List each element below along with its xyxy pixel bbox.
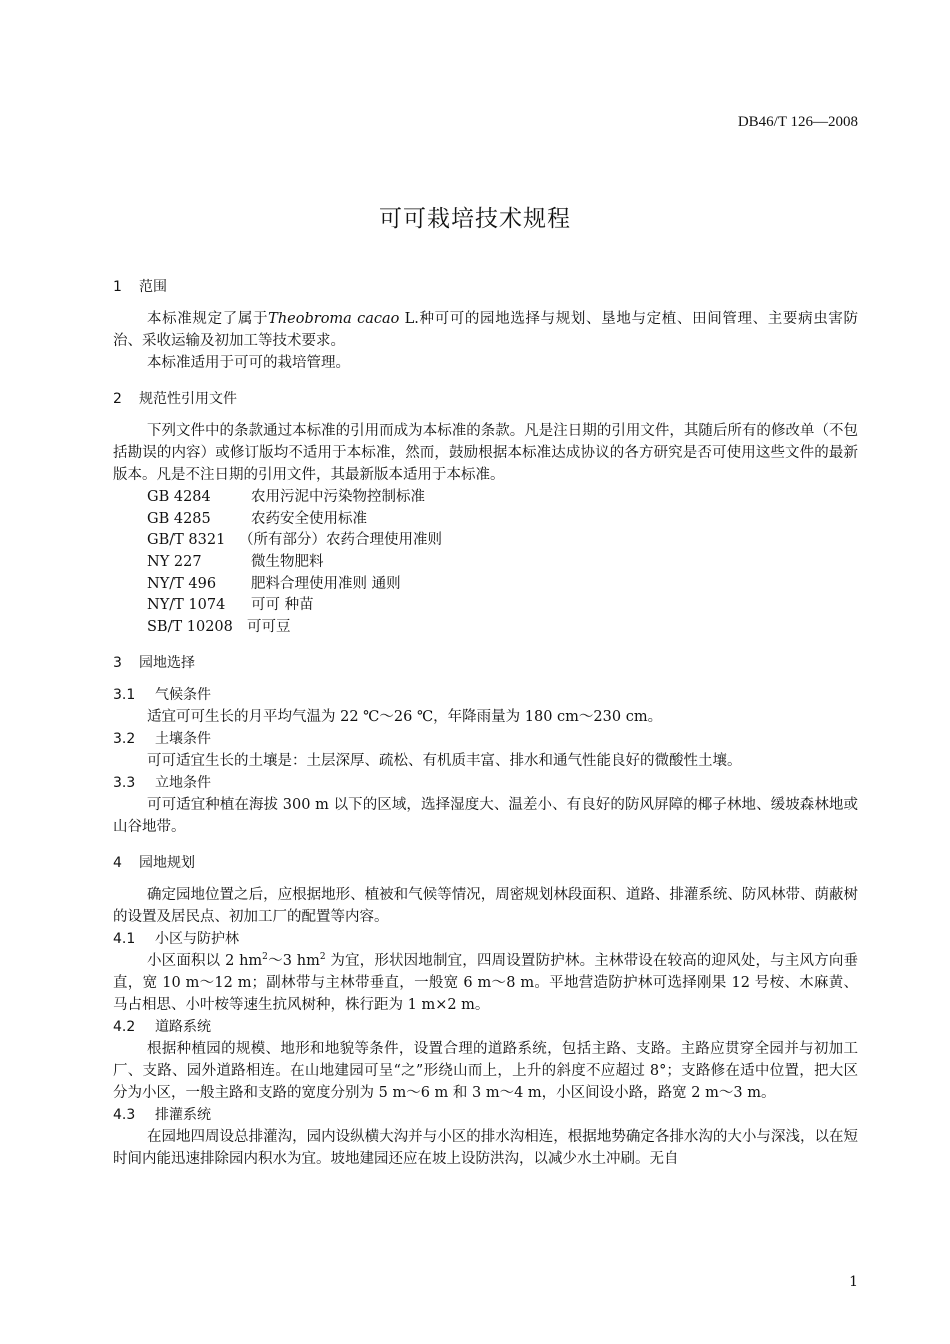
reference-code: NY 227 [147, 554, 202, 571]
paragraph: 本标准适用于可可的栽培管理。 [147, 355, 350, 371]
subsection-title: 立地条件 [155, 774, 211, 791]
paragraph: 可可适宜生长的土壤是：土层深厚、疏松、有机质丰富、排水和通气性能良好的微酸性土壤。 [147, 752, 742, 769]
section-title: 园地规划 [139, 854, 195, 871]
paragraph: 在园地四周设总排灌沟，园内设纵横大沟并与小区的排水沟相连，根据地势确定各排水沟的大小与深浅，以在短时间内能迅速排除园内积水为宜。坡地建园还应在坡上设防洪沟，以减少水土冲刷。无自 [113, 1128, 858, 1167]
subsection-title: 气候条件 [155, 686, 211, 703]
subsection-title: 土壤条件 [155, 730, 211, 747]
reference-code: NY/T 496 [147, 575, 217, 592]
reference-code: SB/T 10208 [147, 619, 233, 636]
section-number: 3 [113, 654, 122, 671]
subsection-number: 4.1 [113, 930, 136, 947]
reference-code: GB/T 8321 [147, 532, 226, 549]
subsection-heading [113, 772, 858, 794]
subsection-number: 3.3 [113, 774, 136, 791]
text-run: 小区面积以 2 hm [147, 952, 263, 969]
paragraph: 下列文件中的条款通过本标准的引用而成为本标准的条款。凡是注日期的引用文件，其随后所有的修改单（不包括勘误的内容）或修订版均不适用于本标准，然而，鼓励根据本标准达成协议的各方研究是否可使用这些文件的最新版本。凡是不注日期的引用文件，其最新版本适用于本标准。 [113, 423, 858, 483]
reference-code: GB 4285 [147, 510, 211, 527]
section-heading [113, 652, 858, 674]
subsection-number: 4.2 [113, 1018, 136, 1035]
reference-item [113, 508, 858, 530]
reference-item [113, 616, 858, 638]
section-title: 范围 [139, 279, 167, 295]
subsection-title: 道路系统 [155, 1018, 211, 1035]
section-heading [113, 852, 858, 874]
page-number: 1 [849, 1274, 858, 1290]
section-title: 园地选择 [139, 654, 195, 671]
reference-item [113, 594, 858, 616]
section-title: 规范性引用文件 [139, 391, 237, 407]
reference-item [113, 486, 858, 508]
subsection-number: 3.2 [113, 730, 136, 747]
section-number: 1 [113, 279, 122, 295]
text-run: L.种可可的园地选择与规划、垦地与定植、田间管理、主要病虫害防治、采收运输及初加工等技术要求。 [113, 311, 859, 349]
reference-title: 可可豆 [247, 619, 291, 636]
reference-item [113, 573, 858, 595]
subsection-heading [113, 728, 858, 750]
subsection-heading [113, 1104, 858, 1126]
text-run: 为宜，形状因地制宜，四周设置防护林。主林带设在较高的迎风处，与主风方向垂直，宽 10 m～12 m；副林带与主林带垂直，一般宽 6 m～8 m。平地营造防护林可选择刚果 12 号桉、木麻黄、马占相思、小叶桉等速生抗风树种，株行距为 1 m×2 m。 [113, 952, 858, 1013]
reference-item [113, 529, 858, 551]
document-body [113, 276, 858, 1170]
paragraph [113, 950, 858, 1016]
reference-title: 农药安全使用标准 [251, 510, 367, 527]
section-number: 2 [113, 391, 122, 407]
section-heading [113, 388, 858, 410]
species-name: Theobroma cacao [268, 311, 400, 327]
subsection-heading [113, 928, 858, 950]
paragraph: 适宜可可生长的月平均气温为 22 ℃～26 ℃，年降雨量为 180 cm～230 cm。 [147, 708, 663, 725]
subsection-heading [113, 1016, 858, 1038]
subsection-title: 排灌系统 [155, 1106, 211, 1123]
reference-title: 可可 种苗 [251, 597, 314, 614]
subsection-number: 3.1 [113, 686, 136, 703]
paragraph: 根据种植园的规模、地形和地貌等条件，设置合理的道路系统，包括主路、支路。主路应贯穿全园并与初加工厂、支路、园外道路相连。在山地建园可呈“之”形绕山而上，上升的斜度不应超过 8°；支路修在适中位置，把大区分为小区，一般主路和支路的宽度分别为 5 m～6 m 和 3 m～4 m，小区间设小路，路宽 2 m～3 m。 [113, 1040, 858, 1101]
paragraph: 确定园地位置之后，应根据地形、植被和气候等情况，周密规划林段面积、道路、排灌系统、防风林带、荫蔽树的设置及居民点、初加工厂的配置等内容。 [113, 886, 858, 925]
reference-code: GB 4284 [147, 489, 211, 505]
section-heading [113, 276, 858, 298]
reference-item [113, 551, 858, 573]
reference-title: 微生物肥料 [251, 554, 324, 571]
document-code: DB46/T 126—2008 [737, 114, 858, 130]
section-number: 4 [113, 854, 122, 871]
reference-code: NY/T 1074 [147, 597, 226, 614]
page-title: 可可栽培技术规程 [379, 206, 571, 232]
reference-title: 肥料合理使用准则 通则 [251, 575, 401, 592]
subsection-heading [113, 684, 858, 706]
text-run: ～3 hm [267, 952, 320, 969]
reference-title: （所有部分）农药合理使用准则 [239, 532, 442, 549]
reference-list [113, 486, 858, 638]
text-run: 本标准规定了属于 [147, 311, 269, 327]
subsection-title: 小区与防护林 [155, 930, 239, 947]
subsection-number: 4.3 [113, 1106, 136, 1123]
reference-title: 农用污泥中污染物控制标准 [251, 489, 425, 505]
paragraph: 可可适宜种植在海拔 300 m 以下的区域，选择湿度大、温差小、有良好的防风屏障的椰子林地、缓坡森林地或山谷地带。 [113, 796, 858, 835]
superscript: 2 [262, 951, 268, 962]
superscript: 2 [319, 951, 326, 962]
paragraph [113, 308, 858, 352]
